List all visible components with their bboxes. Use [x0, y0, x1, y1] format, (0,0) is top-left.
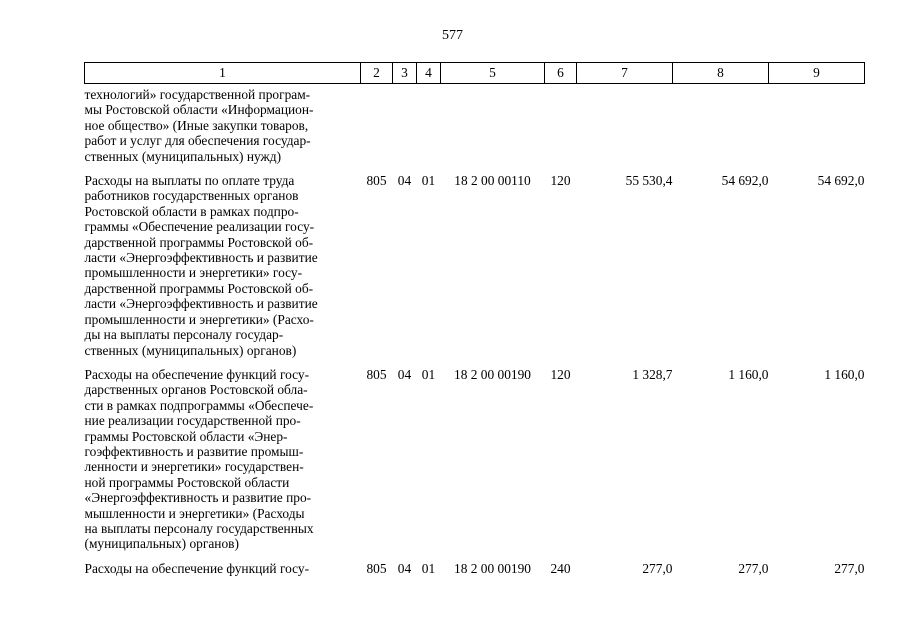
- description-line: ленности и энергетики» государствен-: [84, 459, 304, 475]
- description-line: ное общество» (Иные закупки товаров,: [84, 117, 309, 133]
- cell-section: 04: [397, 173, 412, 189]
- cell-expense-type: 120: [550, 366, 571, 382]
- description-line: сти в рамках подпрограммы «Обеспече-: [84, 397, 314, 413]
- description-line: ственных (муниципальных) нужд): [84, 148, 282, 164]
- description-line: Расходы на обеспечение функций госу-: [84, 560, 310, 576]
- header-col-9: 9: [769, 63, 865, 84]
- cell-target-article: 18 2 00 00190: [454, 366, 531, 382]
- row-description: [85, 552, 361, 576]
- cell-admin-code: 805: [366, 173, 387, 189]
- description-line: промышленности и энергетики» (Расхо-: [84, 311, 314, 327]
- cell-target-article: 18 2 00 00110: [454, 173, 531, 189]
- cell-amount-3: 1 160,0: [824, 366, 865, 382]
- description-line: Ростовской области в рамках подпро-: [84, 203, 299, 219]
- row-description: [85, 358, 361, 552]
- budget-table: [84, 62, 865, 576]
- table-row: [85, 358, 865, 552]
- cell-amount-2: 277,0: [738, 560, 769, 576]
- description-line: гоэффективность и развитие промыш-: [84, 443, 304, 459]
- header-col-8: 8: [673, 63, 769, 84]
- cell-target-article: 18 2 00 00190: [454, 560, 531, 576]
- cell-section: 04: [397, 366, 412, 382]
- description-line: Расходы на обеспечение функций госу-: [84, 366, 310, 382]
- table-row: [85, 552, 865, 576]
- cell-amount-1: 55 530,4: [625, 173, 673, 189]
- cell-section: 04: [397, 560, 412, 576]
- description-line: ние реализации государственной про-: [84, 413, 301, 429]
- cell-subsection: 01: [421, 560, 436, 576]
- cell-subsection: 01: [421, 366, 436, 382]
- description-line: ной программы Ростовской области: [84, 474, 290, 490]
- table-row-continuation: [85, 84, 865, 165]
- description-line: работников государственных органов: [84, 188, 299, 204]
- header-col-4: 4: [417, 63, 441, 84]
- cell-admin-code: 805: [366, 366, 387, 382]
- cell-admin-code: 805: [366, 560, 387, 576]
- description-line: промышленности и энергетики» госу-: [84, 265, 303, 281]
- description-line: технологий» государственной програм-: [84, 87, 311, 102]
- description-line: ды на выплаты персоналу государ-: [84, 327, 284, 343]
- cell-expense-type: 120: [550, 173, 571, 189]
- description-line: Расходы на выплаты по оплате труда: [84, 173, 295, 189]
- description-line: ласти «Энергоэффективность и развитие: [84, 296, 318, 312]
- table-row: [85, 164, 865, 358]
- description-line: дарственных органов Ростовской обла-: [84, 382, 308, 398]
- description-line: дарственной программы Ростовской об-: [84, 280, 314, 296]
- header-col-2: 2: [361, 63, 393, 84]
- description-line: «Энергоэффективность и развитие про-: [84, 490, 312, 506]
- description-line: мы Ростовской области «Информацион-: [84, 102, 314, 118]
- cell-amount-3: 54 692,0: [817, 173, 865, 189]
- cell-amount-1: 1 328,7: [632, 366, 673, 382]
- cell-amount-2: 54 692,0: [721, 173, 769, 189]
- description-line: (муниципальных) органов): [84, 536, 239, 552]
- cell-amount-2: 1 160,0: [728, 366, 769, 382]
- cell-amount-1: 277,0: [642, 560, 673, 576]
- header-col-7: 7: [577, 63, 673, 84]
- cell-subsection: 01: [421, 173, 436, 189]
- row-description: [85, 84, 361, 165]
- header-col-1: 1: [85, 63, 361, 84]
- cell-expense-type: 240: [550, 560, 571, 576]
- header-col-5: 5: [441, 63, 545, 84]
- row-description: [85, 164, 361, 358]
- header-col-3: 3: [393, 63, 417, 84]
- description-line: граммы Ростовской области «Энер-: [84, 428, 288, 444]
- description-line: граммы «Обеспечение реализации госу-: [84, 219, 315, 235]
- description-line: ласти «Энергоэффективность и развитие: [84, 250, 318, 266]
- header-col-6: 6: [545, 63, 577, 84]
- description-line: дарственной программы Ростовской об-: [84, 234, 314, 250]
- header-row: [85, 63, 865, 84]
- cell-amount-3: 277,0: [834, 560, 865, 576]
- description-line: ственных (муниципальных) органов): [84, 342, 297, 358]
- description-line: работ и услуг для обеспечения государ-: [84, 133, 311, 149]
- description-line: на выплаты персоналу государственных: [84, 520, 314, 536]
- page-number: 577: [442, 28, 463, 43]
- description-line: мышленности и энергетики» (Расходы: [84, 505, 305, 521]
